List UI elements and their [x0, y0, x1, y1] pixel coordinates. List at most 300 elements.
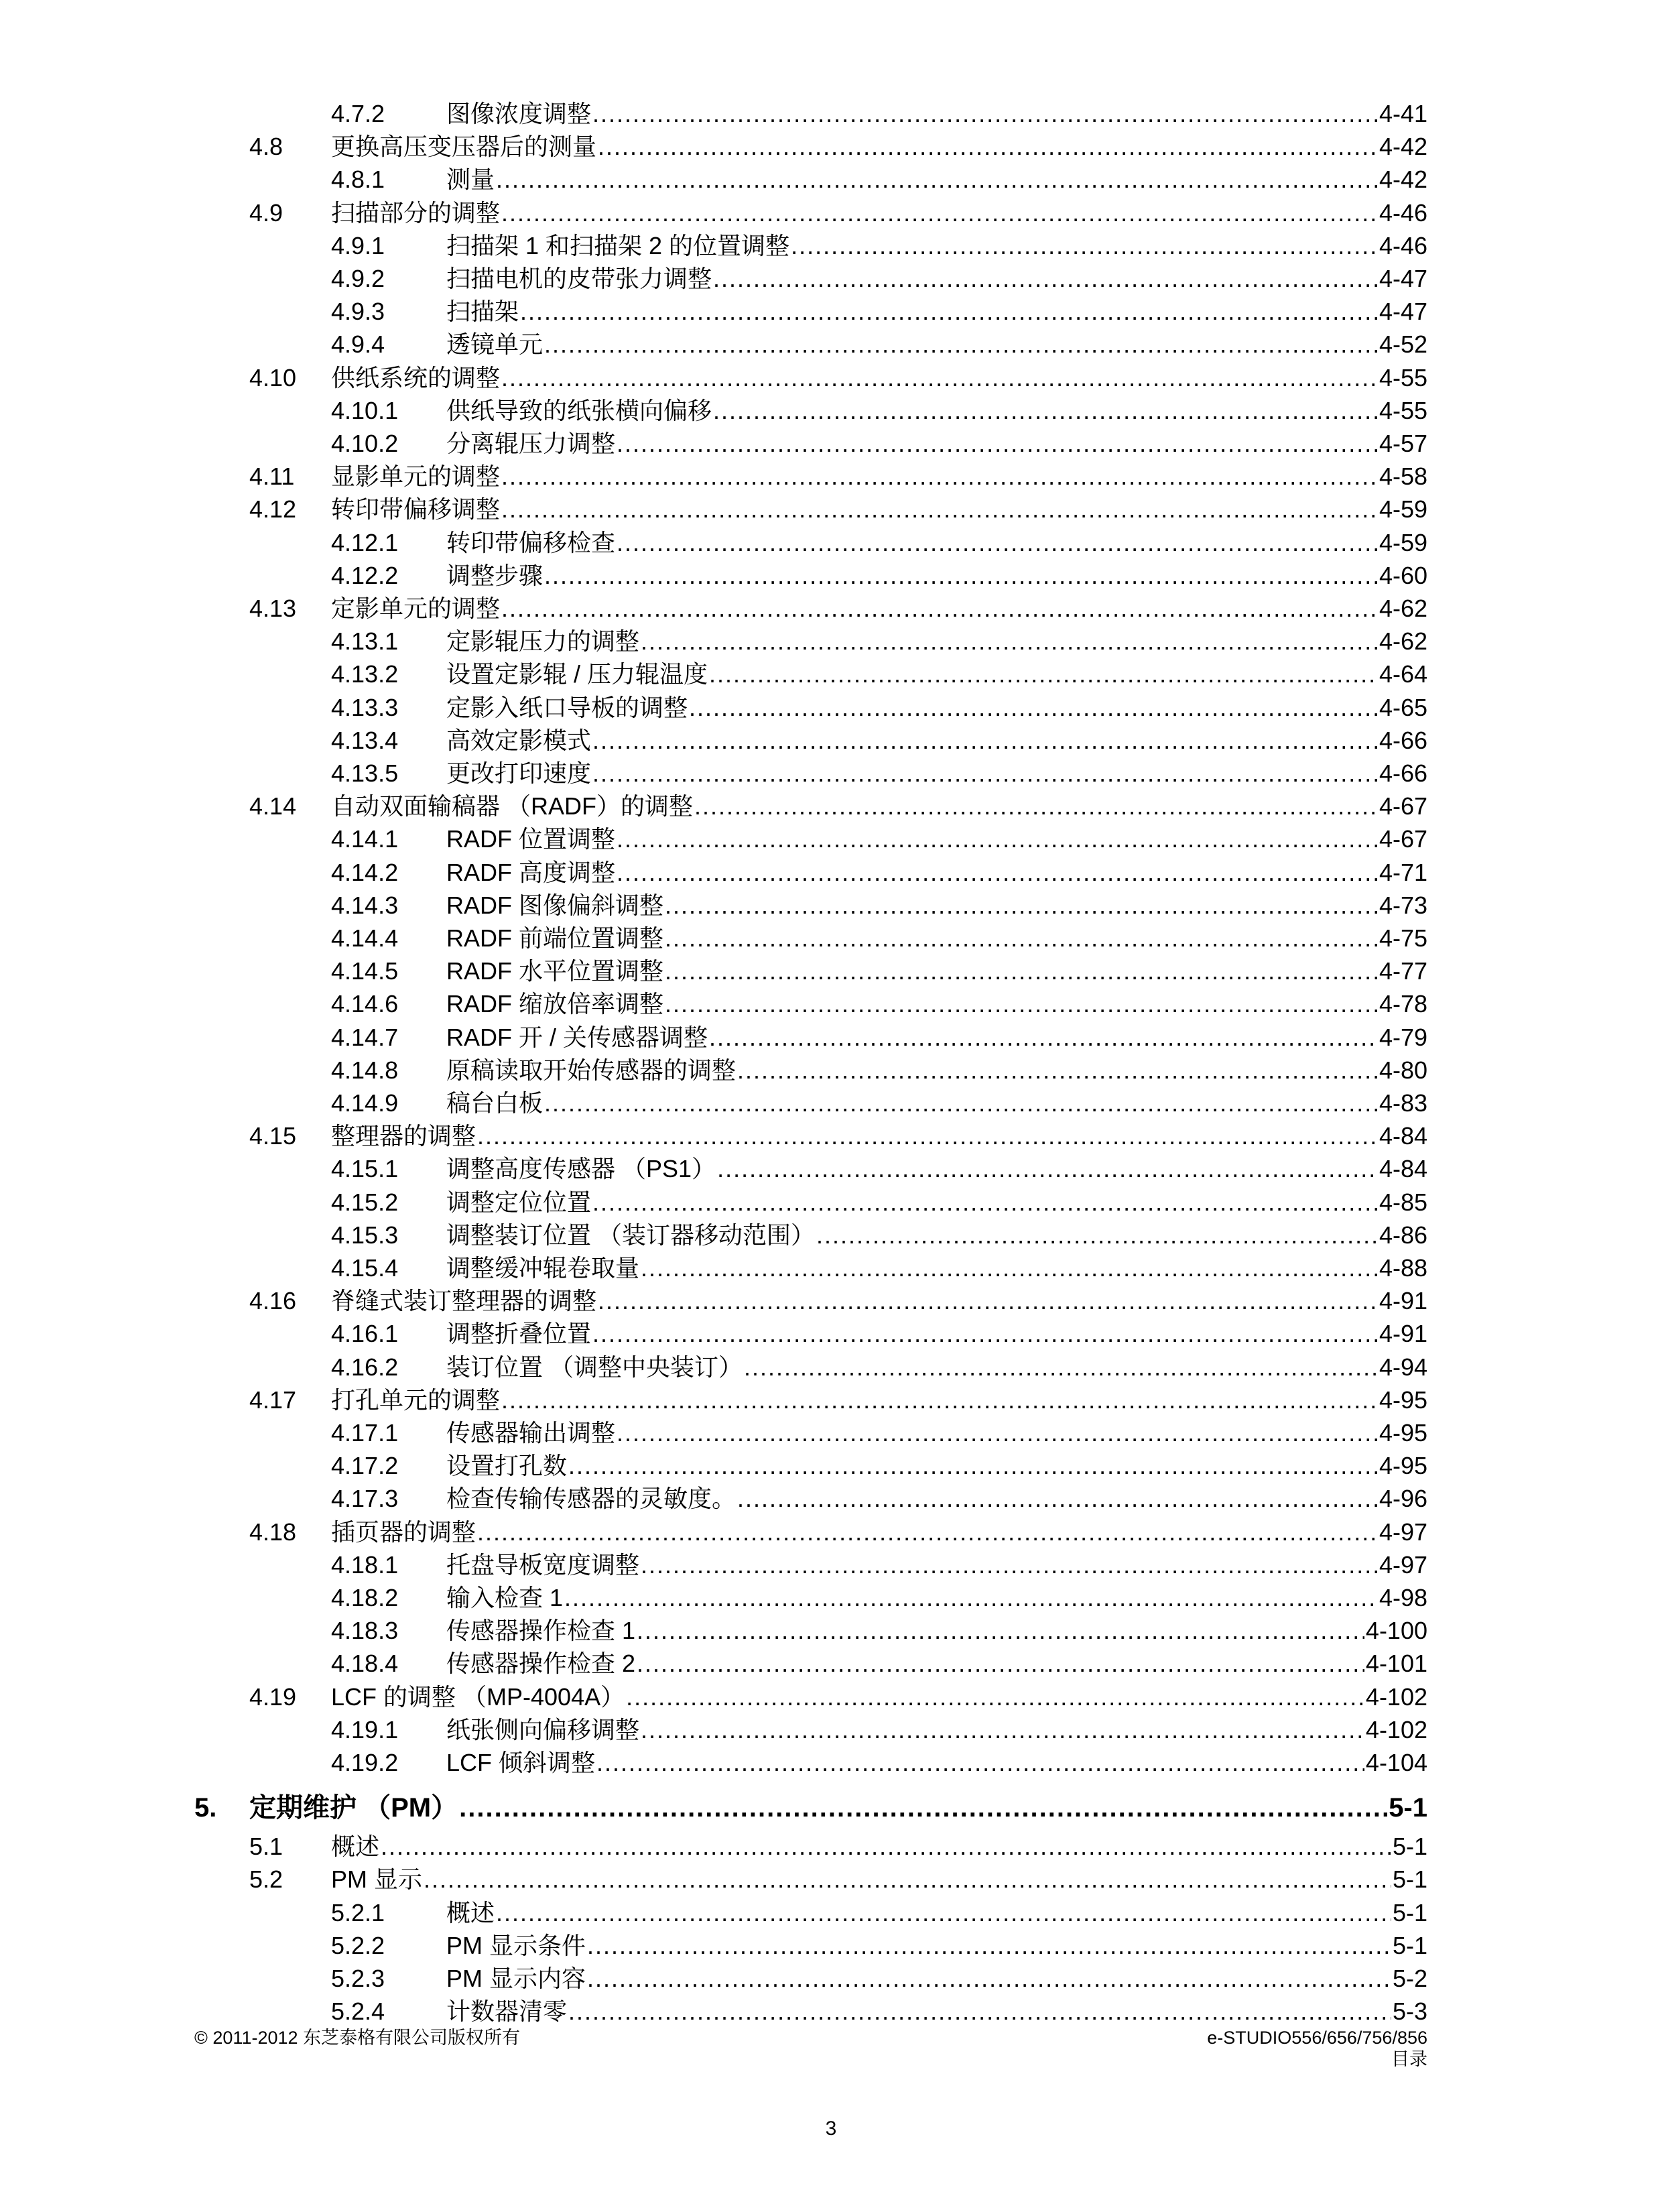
toc-entry-number: 5. — [194, 1793, 217, 1823]
toc-entry[interactable] — [0, 955, 1662, 987]
toc-entry-page: 4-97 — [1379, 1550, 1427, 1579]
toc-entry-title: 高效定影模式 — [446, 726, 592, 754]
toc-entry-leader — [446, 1647, 1427, 1680]
dot-leader — [637, 1614, 1364, 1647]
toc-entry[interactable] — [0, 1614, 1662, 1647]
toc-entry-title: 设置定影辊 / 压力辊温度 — [446, 660, 708, 688]
toc-entry-title: 输入检查 1 — [446, 1584, 564, 1611]
toc-entry[interactable] — [0, 262, 1662, 295]
toc-entry[interactable] — [0, 790, 1662, 822]
toc-entry-number: 4.18.1 — [331, 1550, 399, 1579]
dot-leader — [737, 1482, 1378, 1515]
toc-entry-number: 4.9.2 — [331, 265, 385, 292]
toc-entry-leader — [331, 1119, 1427, 1152]
toc-entry[interactable] — [0, 1317, 1662, 1350]
toc-entry[interactable] — [0, 493, 1662, 526]
toc-entry[interactable] — [0, 1284, 1662, 1317]
toc-entry-title: RADF 图像偏斜调整 — [446, 891, 664, 919]
toc-entry-leader — [446, 1219, 1427, 1251]
toc-entry-title: 供纸系统的调整 — [331, 363, 501, 391]
dot-leader — [587, 1929, 1391, 1962]
toc-entry[interactable] — [0, 559, 1662, 592]
toc-entry-leader — [446, 1962, 1427, 1995]
toc-entry-title: 概述 — [446, 1898, 495, 1926]
toc-entry-page: 5-3 — [1392, 1998, 1427, 2026]
toc-entry[interactable] — [0, 987, 1662, 1020]
toc-entry[interactable] — [0, 394, 1662, 427]
toc-entry-leader — [446, 1482, 1427, 1515]
dot-leader — [501, 493, 1378, 526]
toc-entry-title: 更改打印速度 — [446, 759, 592, 787]
toc-entry-leader — [446, 1251, 1427, 1284]
toc-entry-number: 5.2.3 — [331, 1965, 385, 1992]
toc-entry-number: 5.2.1 — [331, 1898, 385, 1926]
toc-entry-page: 5-1 — [1389, 1793, 1427, 1823]
toc-entry-leader — [446, 1581, 1427, 1614]
toc-entry-page: 4-102 — [1365, 1715, 1427, 1743]
toc-entry[interactable] — [0, 229, 1662, 262]
toc-entry-page: 4-91 — [1379, 1287, 1427, 1315]
toc-entry-page: 4-104 — [1365, 1749, 1427, 1776]
toc-entry-number: 4.13.5 — [331, 759, 399, 787]
toc-entry[interactable] — [0, 1746, 1662, 1779]
toc-entry-page: 4-64 — [1379, 660, 1427, 688]
toc-entry-page: 4-86 — [1379, 1221, 1427, 1249]
toc-entry-title: PM 显示条件 — [446, 1931, 586, 1959]
toc-entry-title: 测量 — [446, 166, 495, 194]
dot-leader — [592, 1186, 1378, 1219]
toc-entry-page: 4-62 — [1379, 595, 1427, 622]
dot-leader — [617, 427, 1378, 460]
toc-entry-title: 转印带偏移检查 — [446, 528, 616, 556]
toc-entry-page: 4-41 — [1379, 100, 1427, 127]
toc-entry-title: 调整装订位置 （装订器移动范围） — [446, 1221, 816, 1249]
toc-entry-page: 4-57 — [1379, 430, 1427, 457]
toc-entry-leader — [446, 625, 1427, 658]
toc-entry-leader — [331, 1384, 1427, 1416]
toc-entry[interactable] — [0, 1482, 1662, 1515]
toc-entry[interactable] — [0, 1251, 1662, 1284]
toc-entry-number: 4.17.2 — [331, 1452, 399, 1480]
toc-entry-page: 4-67 — [1379, 792, 1427, 820]
toc-entry[interactable] — [0, 97, 1662, 130]
dot-leader — [637, 1647, 1364, 1680]
toc-entry-page: 5-1 — [1392, 1865, 1427, 1894]
toc-entry-number: 4.8 — [249, 133, 283, 161]
toc-entry-leader — [446, 955, 1427, 987]
dot-leader — [816, 1219, 1378, 1251]
toc-entry[interactable] — [0, 1962, 1662, 1995]
toc-entry-title: 托盘导板宽度调整 — [446, 1550, 640, 1579]
dot-leader — [496, 1896, 1391, 1929]
toc-entry[interactable] — [0, 328, 1662, 361]
dot-leader — [617, 526, 1378, 559]
toc-entry-leader — [331, 1680, 1427, 1713]
toc-entry-leader — [446, 1995, 1427, 2028]
footer-section: 目录 — [1391, 2049, 1427, 2069]
toc-entry[interactable] — [0, 1351, 1662, 1384]
toc-entry-leader — [331, 592, 1427, 625]
toc-entry-page: 4-79 — [1379, 1023, 1427, 1051]
dot-leader — [496, 163, 1378, 196]
toc-entry-title: 稿台白板 — [446, 1089, 544, 1117]
toc-entry-title: 调整定位位置 — [446, 1188, 592, 1216]
toc-entry-title: 纸张侧向偏移调整 — [446, 1715, 640, 1743]
toc-entry[interactable] — [0, 196, 1662, 229]
toc-entry-title: 脊缝式装订整理器的调整 — [331, 1287, 597, 1315]
toc-entry[interactable] — [0, 856, 1662, 889]
toc-entry-leader — [331, 1284, 1427, 1317]
toc-entry-page: 4-67 — [1379, 825, 1427, 853]
toc-entry-title: 设置打孔数 — [446, 1452, 568, 1480]
toc-entry-page: 4-91 — [1379, 1320, 1427, 1348]
dot-leader — [544, 1087, 1378, 1119]
toc-entry-leader — [446, 427, 1427, 460]
toc-entry-number: 4.13.2 — [331, 660, 399, 688]
toc-entry[interactable] — [0, 757, 1662, 790]
toc-entry-leader — [331, 130, 1427, 163]
toc-entry-title: 计数器清零 — [446, 1998, 568, 2026]
toc-entry-page: 4-77 — [1379, 957, 1427, 985]
toc-entry-leader — [446, 889, 1427, 922]
toc-entry-title: RADF 位置调整 — [446, 825, 616, 853]
toc-entry-number: 4.14.3 — [331, 891, 399, 919]
toc-entry-title: 自动双面输稿器 （RADF）的调整 — [331, 792, 694, 820]
toc-entry-title: 扫描架 — [446, 298, 519, 326]
toc-entry-number: 4.12.1 — [331, 528, 399, 556]
toc-entry-page: 4-59 — [1379, 528, 1427, 556]
toc-entry-leader — [446, 822, 1427, 855]
toc-entry-title: 调整缓冲辊卷取量 — [446, 1254, 640, 1282]
toc-entry[interactable] — [0, 1119, 1662, 1152]
toc-entry-page: 4-98 — [1379, 1584, 1427, 1611]
toc-entry-leader — [446, 97, 1427, 130]
toc-entry-number: 5.2.4 — [331, 1998, 385, 2026]
toc-entry-page: 4-95 — [1379, 1419, 1427, 1447]
toc-entry-leader — [446, 1021, 1427, 1054]
dot-leader — [544, 328, 1378, 361]
toc-entry-title: 转印带偏移调整 — [331, 495, 501, 524]
toc-entry-title: 图像浓度调整 — [446, 100, 592, 127]
dot-leader — [501, 196, 1378, 229]
toc-entry-page: 4-65 — [1379, 693, 1427, 721]
toc-entry-leader — [446, 658, 1427, 690]
toc-entry-leader — [446, 987, 1427, 1020]
dot-leader — [501, 460, 1378, 493]
toc-entry-page: 5-1 — [1392, 1931, 1427, 1959]
toc-entry-leader — [446, 1896, 1427, 1929]
toc-entry[interactable] — [0, 889, 1662, 922]
toc-entry-number: 4.18 — [249, 1518, 297, 1546]
toc-entry-leader — [446, 757, 1427, 790]
toc-entry-page: 4-96 — [1379, 1485, 1427, 1513]
toc-entry-number: 4.19.1 — [331, 1715, 399, 1743]
dot-leader — [713, 394, 1378, 427]
toc-entry[interactable] — [0, 592, 1662, 625]
toc-entry[interactable] — [0, 1152, 1662, 1185]
toc-entry-title: 扫描架 1 和扫描架 2 的位置调整 — [446, 231, 790, 259]
toc-entry-title: 整理器的调整 — [331, 1122, 476, 1150]
toc-entry-page: 4-46 — [1379, 231, 1427, 259]
toc-entry-page: 4-62 — [1379, 627, 1427, 656]
toc-entry[interactable] — [0, 822, 1662, 855]
toc-entry-leader — [331, 493, 1427, 526]
dot-leader — [592, 1317, 1378, 1350]
dot-leader — [641, 625, 1378, 658]
toc-entry[interactable] — [0, 1581, 1662, 1614]
footer-model: e-STUDIO556/656/756/856 — [1207, 2028, 1427, 2048]
toc-entry-page: 4-52 — [1379, 330, 1427, 359]
toc-entry-page: 4-47 — [1379, 298, 1427, 326]
toc-entry-title: 传感器操作检查 1 — [446, 1617, 636, 1645]
toc-entry[interactable] — [0, 1021, 1662, 1054]
dot-leader — [381, 1830, 1391, 1863]
toc-entry-number: 4.9.4 — [331, 330, 385, 359]
toc-entry-number: 4.11 — [249, 463, 295, 491]
toc-entry-number: 4.13 — [249, 595, 297, 622]
toc-entry-number: 4.19.2 — [331, 1749, 399, 1776]
toc-entry-number: 4.15.3 — [331, 1221, 399, 1249]
toc-entry[interactable] — [0, 163, 1662, 196]
toc-entry-page: 4-100 — [1365, 1617, 1427, 1645]
toc-entry-page: 4-84 — [1379, 1155, 1427, 1183]
dot-leader — [617, 856, 1378, 889]
toc-entry[interactable] — [0, 1713, 1662, 1746]
toc-entry-leader — [446, 1186, 1427, 1219]
dot-leader — [592, 724, 1378, 757]
toc-entry-title: RADF 前端位置调整 — [446, 924, 664, 952]
toc-entry-leader — [446, 262, 1427, 295]
toc-entry-leader — [446, 559, 1427, 592]
toc-entry-number: 5.2 — [249, 1865, 283, 1894]
toc-entry-page: 5-1 — [1392, 1898, 1427, 1926]
toc-entry-leader — [446, 1614, 1427, 1647]
toc-entry[interactable] — [0, 1087, 1662, 1119]
toc-entry[interactable] — [0, 1219, 1662, 1251]
toc-entry[interactable] — [0, 1830, 1662, 1863]
toc-entry-leader — [446, 163, 1427, 196]
toc-entry-title: RADF 高度调整 — [446, 858, 616, 886]
toc-entry-leader — [446, 1152, 1427, 1185]
toc-entry[interactable] — [0, 724, 1662, 757]
toc-entry-number: 4.15.4 — [331, 1254, 399, 1282]
toc-entry-leader — [331, 790, 1427, 822]
toc-entry-number: 4.14.6 — [331, 990, 399, 1018]
toc-entry-page: 4-71 — [1379, 858, 1427, 886]
dot-leader — [641, 1713, 1364, 1746]
toc-entry-leader — [331, 1516, 1427, 1548]
toc-entry[interactable] — [0, 460, 1662, 493]
toc-entry[interactable] — [0, 922, 1662, 955]
toc-entry[interactable] — [0, 625, 1662, 658]
toc-entry[interactable] — [0, 1548, 1662, 1581]
toc-entry-title: 定期维护 （PM） — [249, 1793, 458, 1823]
toc-entry-leader — [446, 922, 1427, 955]
toc-entry-page: 4-42 — [1379, 166, 1427, 194]
toc-entry-leader — [249, 1788, 1427, 1827]
toc-entry-number: 4.13.4 — [331, 726, 399, 754]
toc-entry[interactable] — [0, 1384, 1662, 1416]
dot-leader — [717, 1152, 1378, 1185]
toc-entry-title: 扫描电机的皮带张力调整 — [446, 265, 712, 292]
toc-entry[interactable] — [0, 1416, 1662, 1449]
toc-entry-number: 4.17 — [249, 1386, 297, 1414]
toc-entry-leader — [331, 1863, 1427, 1896]
toc-entry-number: 4.14.7 — [331, 1023, 399, 1051]
toc-entry-number: 4.19 — [249, 1682, 297, 1711]
toc-entry[interactable] — [0, 1647, 1662, 1680]
toc-entry-number: 4.10.1 — [331, 396, 399, 424]
toc-entry[interactable] — [0, 1680, 1662, 1713]
toc-entry[interactable] — [0, 130, 1662, 163]
toc-entry-page: 4-95 — [1379, 1452, 1427, 1480]
page-number: 3 — [825, 2117, 837, 2140]
toc-entry-page: 4-95 — [1379, 1386, 1427, 1414]
dot-leader — [501, 361, 1378, 394]
toc-entry[interactable] — [0, 1929, 1662, 1962]
dot-leader — [598, 1284, 1378, 1317]
toc-entry-leader — [446, 1054, 1427, 1087]
toc-entry-leader — [446, 856, 1427, 889]
toc-entry-title: 打孔单元的调整 — [331, 1386, 501, 1414]
toc-entry-leader — [446, 394, 1427, 427]
toc-entry-page: 4-58 — [1379, 463, 1427, 491]
toc-entry[interactable] — [0, 691, 1662, 724]
toc-entry[interactable] — [0, 658, 1662, 690]
toc-entry-title: 定影入纸口导板的调整 — [446, 693, 688, 721]
dot-leader — [544, 559, 1378, 592]
toc-entry-leader — [446, 1416, 1427, 1449]
toc-entry-title: 透镜单元 — [446, 330, 544, 359]
toc-entry-title: RADF 缩放倍率调整 — [446, 990, 664, 1018]
toc-entry-leader — [446, 1929, 1427, 1962]
toc-entry-number: 4.14.1 — [331, 825, 399, 853]
toc-entry-number: 4.18.2 — [331, 1584, 399, 1611]
toc-entry-title: PM 显示内容 — [446, 1965, 586, 1992]
toc-entry[interactable] — [0, 1054, 1662, 1087]
toc-entry-number: 4.17.1 — [331, 1419, 399, 1447]
dot-leader — [617, 1416, 1378, 1449]
dot-leader — [709, 1021, 1378, 1054]
toc-entry-number: 4.18.4 — [331, 1650, 399, 1678]
toc-entry-page: 4-78 — [1379, 990, 1427, 1018]
toc-entry-number: 4.15.2 — [331, 1188, 399, 1216]
toc-entry-number: 4.7.2 — [331, 100, 385, 127]
dot-leader — [641, 1251, 1378, 1284]
toc-entry-number: 4.15 — [249, 1122, 297, 1150]
toc-entry-leader — [446, 1087, 1427, 1119]
dot-leader — [737, 1054, 1378, 1087]
toc-entry-number: 4.13.3 — [331, 693, 399, 721]
toc-entry-page: 4-102 — [1365, 1682, 1427, 1711]
toc-entry-leader — [331, 361, 1427, 394]
toc-entry-page: 4-46 — [1379, 198, 1427, 227]
toc-entry-page: 4-66 — [1379, 759, 1427, 787]
toc-entry[interactable] — [0, 361, 1662, 394]
toc-entry[interactable] — [0, 1186, 1662, 1219]
toc-entry-number: 4.8.1 — [331, 166, 385, 194]
toc-entry-title: 供纸导致的纸张横向偏移 — [446, 396, 712, 424]
toc-entry-title: 传感器操作检查 2 — [446, 1650, 636, 1678]
toc-entry[interactable] — [0, 526, 1662, 559]
dot-leader — [626, 1680, 1364, 1713]
dot-leader — [665, 889, 1378, 922]
toc-entry[interactable] — [0, 427, 1662, 460]
toc-entry-number: 4.16.2 — [331, 1353, 399, 1381]
toc-entry-number: 5.2.2 — [331, 1931, 385, 1959]
toc-entry-title: 原稿读取开始传感器的调整 — [446, 1056, 737, 1084]
toc-entry-title: RADF 开 / 关传感器调整 — [446, 1023, 708, 1051]
toc-entry-title: 检查传输传感器的灵敏度。 — [446, 1485, 737, 1513]
toc-entry-title: 装订位置 （调整中央装订） — [446, 1353, 743, 1381]
toc-entry-number: 4.9.3 — [331, 298, 385, 326]
dot-leader — [689, 691, 1378, 724]
toc-entry-page: 4-55 — [1379, 396, 1427, 424]
toc-entry[interactable] — [0, 295, 1662, 328]
dot-leader — [568, 1995, 1391, 2028]
toc-entry-page: 4-60 — [1379, 561, 1427, 589]
toc-entry-page: 4-73 — [1379, 891, 1427, 919]
toc-entry-number: 4.9 — [249, 198, 283, 227]
toc-entry-number: 4.16 — [249, 1287, 297, 1315]
toc-entry-leader — [446, 1548, 1427, 1581]
toc-entry-page: 4-94 — [1379, 1353, 1427, 1381]
dot-leader — [791, 229, 1378, 262]
toc-entry-number: 4.10.2 — [331, 430, 399, 457]
toc-entry-number: 4.14.4 — [331, 924, 399, 952]
toc-entry[interactable] — [0, 1863, 1662, 1896]
dot-leader — [713, 262, 1378, 295]
toc-chapter-row[interactable] — [0, 1788, 1662, 1827]
toc-entry-page: 4-84 — [1379, 1122, 1427, 1150]
toc-entry-leader — [331, 196, 1427, 229]
toc-entry-page: 4-42 — [1379, 133, 1427, 161]
toc-entry-title: 概述 — [331, 1833, 380, 1861]
toc-entry-number: 4.9.1 — [331, 231, 385, 259]
toc-entry-page: 4-97 — [1379, 1518, 1427, 1546]
toc-entry[interactable] — [0, 1449, 1662, 1482]
toc-entry-number: 4.18.3 — [331, 1617, 399, 1645]
toc-entry-leader — [446, 724, 1427, 757]
dot-leader — [477, 1516, 1378, 1548]
toc-entry-leader — [446, 328, 1427, 361]
dot-leader — [744, 1351, 1378, 1384]
toc-entry-page: 4-88 — [1379, 1254, 1427, 1282]
toc-entry-title: 定影单元的调整 — [331, 595, 501, 622]
toc-entry-title: LCF 倾斜调整 — [446, 1749, 596, 1776]
toc-entry-number: 4.14.9 — [331, 1089, 399, 1117]
toc-entry-title: 更换高压变压器后的测量 — [331, 133, 597, 161]
toc-entry-page: 5-2 — [1392, 1965, 1427, 1992]
toc-entry-title: LCF 的调整 （MP-4004A） — [331, 1682, 625, 1711]
footer-copyright: © 2011-2012 东芝泰格有限公司版权所有 — [194, 2028, 521, 2048]
toc-entry[interactable] — [0, 1995, 1662, 2028]
toc-entry-leader — [446, 1449, 1427, 1482]
dot-leader — [501, 1384, 1378, 1416]
toc-entry[interactable] — [0, 1516, 1662, 1548]
toc-entry-page: 4-55 — [1379, 363, 1427, 391]
dot-leader — [459, 1788, 1387, 1827]
toc-entry-title: 调整步骤 — [446, 561, 544, 589]
dot-leader — [501, 592, 1378, 625]
toc-entry-title: 调整高度传感器 （PS1） — [446, 1155, 716, 1183]
dot-leader — [665, 955, 1378, 987]
toc-entry-title: 分离辊压力调整 — [446, 430, 616, 457]
toc-entry-number: 4.16.1 — [331, 1320, 399, 1348]
toc-entry-page: 4-83 — [1379, 1089, 1427, 1117]
toc-entry[interactable] — [0, 1896, 1662, 1929]
toc-entry-title: RADF 水平位置调整 — [446, 957, 664, 985]
